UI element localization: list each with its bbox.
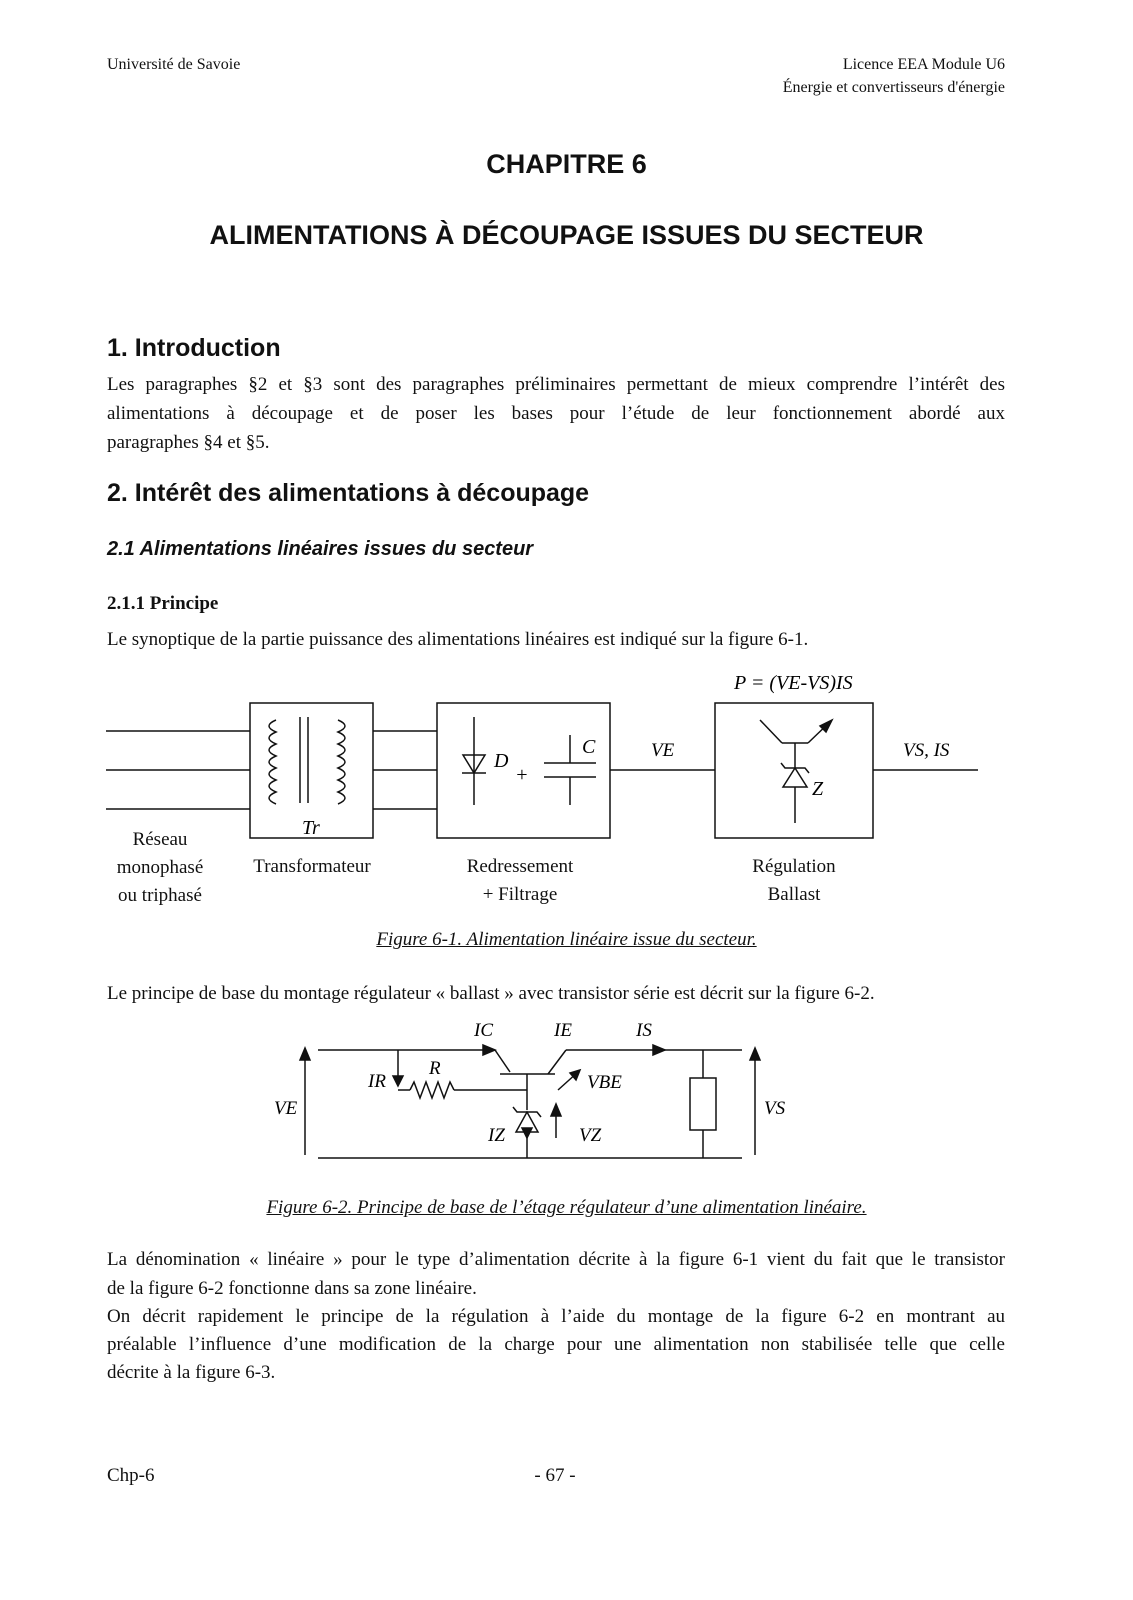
figure-2-label-ve: VE — [274, 1098, 298, 1119]
figure-1-label-plus: + — [515, 764, 529, 786]
footer-page-number: - 67 - — [534, 1465, 576, 1486]
figure-1-formula: P = (VE-VS)IS — [734, 672, 853, 694]
figure-2-label-vz: VZ — [579, 1125, 602, 1146]
block-regulation-2: Ballast — [767, 884, 821, 905]
figure-2-label-vbe: VBE — [587, 1072, 622, 1093]
block-regulation-1: Régulation — [752, 856, 836, 877]
figure-2-label-r: R — [429, 1058, 441, 1079]
block-transformateur: Transformateur — [253, 856, 371, 877]
figure-1-label-ve: VE — [651, 740, 675, 761]
figure-2-label-vs: VS — [764, 1098, 786, 1119]
header-course: Énergie et convertisseurs d'énergie — [782, 79, 1005, 96]
figure-1-label-tr: Tr — [302, 817, 320, 839]
figure-1-label-z: Z — [812, 778, 824, 800]
section-2-heading: 2. Intérêt des alimentations à découpage — [107, 479, 590, 507]
block-redressement-2: + Filtrage — [482, 884, 558, 905]
figure-1-caption: Figure 6-1. Alimentation linéaire issue du secteur. — [376, 929, 757, 950]
regulation-line-2: préalable l’influence d’une modification de la charge pour une alimentation non stabilisée telle que celle — [107, 1334, 1005, 1355]
chapter-number: CHAPITRE 6 — [486, 149, 647, 179]
section-1-line-3: paragraphes §4 et §5. — [107, 432, 270, 453]
block-reseau-1: Réseau — [132, 829, 188, 850]
figure-1-label-c: C — [582, 736, 596, 758]
block-reseau-3: ou triphasé — [118, 885, 202, 906]
figure-1-diagram — [0, 665, 1133, 845]
section-2-1-heading: 2.1 Alimentations linéaires issues du secteur — [107, 538, 534, 560]
footer-chapter: Chp-6 — [107, 1465, 155, 1486]
lineaire-line-1: La dénomination « linéaire » pour le type d’alimentation décrite à la figure 6-1 vient du fait que le transistor — [107, 1249, 1005, 1270]
block-reseau-2: monophasé — [116, 857, 204, 878]
figure-2-diagram — [0, 1010, 1133, 1170]
figure-2-label-is: IS — [636, 1020, 652, 1041]
regulation-line-3: décrite à la figure 6-3. — [107, 1362, 276, 1383]
header-university: Université de Savoie — [107, 56, 241, 73]
section-1-line-1: Les paragraphes §2 et §3 sont des paragraphes préliminaires permettant de mieux comprendre l’intérêt des — [107, 374, 1005, 395]
figure-1-label-vsis: VS, IS — [903, 740, 950, 761]
block-redressement-1: Redressement — [466, 856, 574, 877]
figure-1-intro: Le synoptique de la partie puissance des alimentations linéaires est indiqué sur la figure 6-1. — [107, 629, 809, 650]
figure-1-label-d: D — [494, 750, 509, 772]
header-module: Licence EEA Module U6 — [842, 56, 1005, 73]
ballast-paragraph: Le principe de base du montage régulateur « ballast » avec transistor série est décrit sur la figure 6-2. — [107, 983, 875, 1004]
section-1-heading: 1. Introduction — [107, 334, 281, 362]
regulation-line-1: On décrit rapidement le principe de la régulation à l’aide du montage de la figure 6-2 en montrant au — [107, 1306, 1005, 1327]
figure-2-label-ie: IE — [554, 1020, 572, 1041]
figure-2-label-ic: IC — [474, 1020, 493, 1041]
lineaire-line-2: de la figure 6-2 fonctionne dans sa zone linéaire. — [107, 1278, 477, 1299]
figure-2-label-iz: IZ — [488, 1125, 505, 1146]
chapter-title: ALIMENTATIONS À DÉCOUPAGE ISSUES DU SECTEUR — [209, 220, 924, 250]
section-1-line-2: alimentations à découpage et de poser les bases pour l’étude de leur fonctionnement abordé aux — [107, 403, 1005, 424]
figure-2-label-ir: IR — [368, 1071, 386, 1092]
figure-2-caption: Figure 6-2. Principe de base de l’étage régulateur d’une alimentation linéaire. — [266, 1197, 867, 1218]
section-2-1-1-heading: 2.1.1 Principe — [107, 593, 219, 614]
